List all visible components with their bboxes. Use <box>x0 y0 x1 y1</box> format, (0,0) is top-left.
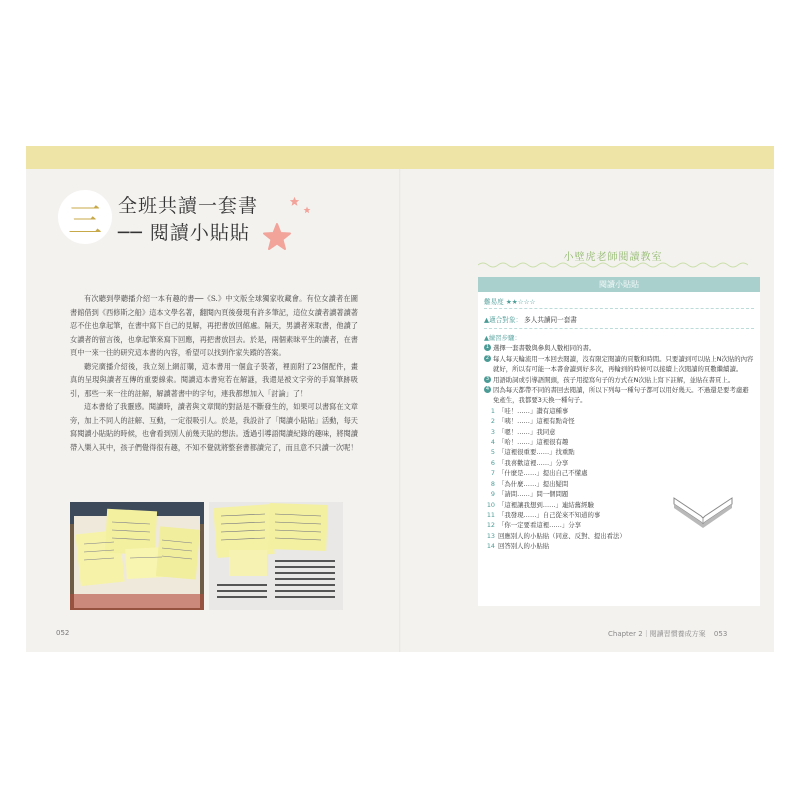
book-spread <box>26 146 774 652</box>
audience-row <box>484 314 577 324</box>
activity-box <box>478 292 760 606</box>
activity-box-title: 閱讀小貼貼 <box>599 280 639 289</box>
header-band <box>26 146 774 169</box>
sentence-number: 2 <box>490 417 495 426</box>
tiny-star-icon <box>303 206 311 214</box>
sentence-text: 「我發現……」自己從來不知道的事 <box>498 510 601 519</box>
sentence-number: 12 <box>486 521 495 530</box>
sentence-item <box>484 458 754 468</box>
audience-label: ▲適合對象： <box>484 316 523 324</box>
sentence-number: 1 <box>490 406 495 415</box>
sentence-text: 「咦！……」這裡有點奇怪 <box>498 417 575 426</box>
audience-value: 多人共讀同一套書 <box>524 316 577 324</box>
sentence-text: 「你一定要看這裡……」分享 <box>498 521 582 530</box>
sentence-text: 「哈！……」這裡很有趣 <box>498 438 569 447</box>
sentence-text: 回答別人的小貼貼 <box>498 542 550 551</box>
step-text: 每人每天輪流用一本回去閱讀，沒有限定閱讀的頁數和時間。只要讀到可以貼上N次貼的內容就好，所以有可能一本書會讀到好多次，再輪到的時候可以接續上次閱讀的頁數繼續讀。 <box>493 354 754 374</box>
difficulty-row <box>484 296 535 306</box>
step-number: 4 <box>485 386 490 393</box>
page-fold <box>399 169 401 652</box>
sentence-number: 10 <box>486 500 495 509</box>
divider <box>484 308 754 309</box>
sentence-item <box>484 437 754 447</box>
divider <box>484 328 754 329</box>
step-text: 因為每天都帶不同的書回去閱讀，所以下列每一種句子都可以用好幾天。不過還是要考慮避免產生，我都要3天換一種句子。 <box>493 386 749 405</box>
section-number: 三 <box>68 201 102 241</box>
body-text <box>70 292 358 454</box>
sentence-number: 14 <box>486 542 495 551</box>
step-number: 2 <box>485 354 490 361</box>
sentence-text: 「為什麼……」提出疑問 <box>498 479 569 488</box>
sentence-number: 11 <box>486 510 495 519</box>
sentence-text: 「什麼是……」提出自己不懂處 <box>498 469 588 478</box>
sentence-number: 4 <box>490 438 495 447</box>
sentence-text: 「我喜歡這裡……」分享 <box>498 458 569 467</box>
paragraph-1: 有次聽到學聽播介紹一本有趣的書──《S.》中文版全球獨家收藏會。有位女讀者在圖書館借到《西修斯之船》這本文學名著，翻閱內頁後發現有許多筆記，這位女讀者讀著讀著忍不住也拿起筆，在書中寫下自己的見解，再把書放回館處。隔天，男讀者來取書，他讀了女讀者的留言後，也拿起筆來寫下回應，再把書放回去。於是，兩個素昧平生的讀者，在書頁中一來一往的研究這本書的內容，希望可以找到作家失蹤的答案。 <box>70 294 358 357</box>
sentence-number: 6 <box>490 458 495 467</box>
sentence-text: 「請問……」問一個問題 <box>498 490 569 499</box>
sentence-number: 13 <box>486 531 495 540</box>
sentence-number: 9 <box>490 490 495 499</box>
step-item <box>484 375 754 385</box>
open-book-icon <box>670 488 736 528</box>
step-text: 用語助詞或引導語開頭，孩子用提寫句子的方式在N次貼上寫下註解，並貼在書頁上。 <box>493 375 735 384</box>
sentence-number: 8 <box>490 479 495 488</box>
sentence-text: 「哇！……」讚有這種事 <box>498 406 569 415</box>
sentence-text: 回應別人的小貼貼（同意、反對、提出看法） <box>498 531 626 540</box>
sticky-notes-photo-2 <box>209 502 343 610</box>
page-number-left: 052 <box>56 629 70 637</box>
step-number: 1 <box>485 344 490 351</box>
classroom-title: 小壁虎老師閱讀教室 <box>563 252 663 263</box>
sentence-item <box>484 541 754 551</box>
section-title-line1: 全班共讀一套書 <box>118 195 259 217</box>
sentence-number: 5 <box>490 448 495 457</box>
sentence-item <box>484 427 754 437</box>
difficulty-label: 難易度 <box>484 298 504 306</box>
sticky-notes-photo-1 <box>70 502 204 610</box>
section-title-line2: ── 閱讀小貼貼 <box>118 222 250 244</box>
paragraph-2: 聽完廣播介紹後，我立刻上網訂購，這本書用一個盒子裝著，裡面附了23個配件，畫真的呈現與讀者互傳的重要線索。閱讀這本書宛若在解謎，我還是被文字旁的手寫筆跡吸引，那些一來一往的註解，解讀著書中的字句，連我都想加入「討論」了！ <box>70 361 358 398</box>
activity-box-header <box>478 277 760 292</box>
sentence-item <box>484 416 754 426</box>
step-item <box>484 354 754 375</box>
chapter-footer <box>608 629 727 639</box>
chapter-label: Chapter 2｜閱讀習慣養成方案 <box>608 630 706 638</box>
classroom-banner <box>478 246 748 268</box>
steps-label: ▲練習步驟： <box>484 334 521 342</box>
paragraph-3: 這本書給了我靈感。閱讀時，讀者與文章間的對話是不斷發生的，如果可以書寫在文章旁，加上不同人的註解、互動，一定很吸引人。於是，我設計了「閱讀小貼貼」活動，每天寫閱讀小貼貼的時候，也會看到別人前幾天貼的想法。透過引導語閱讀紀錄的趣味，將閱讀帶入樂入其中，孩子們覺得很有趣，不知不覺就將整套書都讀完了，而且意不只讀一次呢！ <box>70 402 358 452</box>
step-item <box>484 385 754 406</box>
sentence-text: 「這裡很重要……」找重點 <box>498 448 575 457</box>
sentence-text: 「嗯！……」我同意 <box>498 427 556 436</box>
sentence-number: 3 <box>490 427 495 436</box>
step-number: 3 <box>485 375 490 382</box>
step-item <box>484 343 754 353</box>
sentence-item <box>484 447 754 457</box>
step-text: 選擇一套書數與參與人數相同的書。 <box>493 344 596 353</box>
difficulty-stars: ★★☆☆☆ <box>505 298 536 306</box>
page-number-right: 053 <box>713 630 728 638</box>
sentence-item <box>484 531 754 541</box>
small-star-icon <box>289 196 300 207</box>
large-star-icon <box>262 222 292 252</box>
sentence-number: 7 <box>490 469 495 478</box>
sentence-item <box>484 406 754 416</box>
sentence-item <box>484 468 754 478</box>
sentence-text: 「這裡讓我想到……」連結舊經驗 <box>498 500 594 509</box>
